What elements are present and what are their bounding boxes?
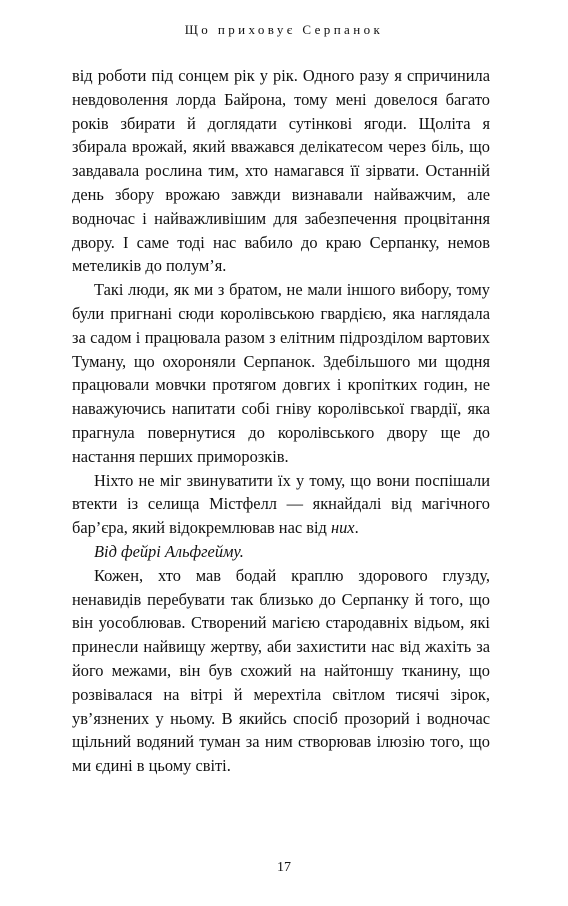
paragraph-3-end: . (354, 518, 359, 538)
paragraph-3 (72, 469, 490, 540)
page-number: 17 (277, 860, 291, 875)
paragraph-5: Кожен, хто мав бодай краплю здорового глузду, ненавидів перебувати так близько до Серпанку й того, що він уособлював. Створений магією стародавніх відьом, які принесли найвищу жертву, аби захистити нас від жахіть за його межами, він був схожий на найтоншу тканину, що розвівалася на вітрі й мерехтіла світлом тисячі зірок, ув’язнених у ньому. В якийсь спосіб прозорий і водночас щільний водяний туман за ним створював ілюзію того, що ми єдині в цьому світі. (72, 565, 490, 776)
emphasis-alfheim: Від фейрі Альфгейму. (94, 541, 244, 561)
running-header: Що приховує Серпанок (184, 22, 384, 37)
emphasis-them: них (330, 518, 355, 538)
paragraph-4 (72, 540, 490, 564)
paragraph-2: Такі люди, як ми з братом, не мали іншого вибору, тому були пригнані сюди королівською гвардією, яка наглядала за садом і працювала разом з елітним підрозділом вартових Туману, що охороняли Серпанок. Здебільшого ми щодня працювали мовчки протягом довгих і кропітких годин, не наважуючись напитати собі гніву королівської гвардії, яка прагнула повернутися до королівського двору ще до настання перших приморозків. (72, 280, 490, 466)
body-text (72, 64, 490, 778)
paragraph-3-text: Ніхто не міг звинуватити їх у тому, що вони поспішали втекти із селища Містфелл — якнайдалі від магічного бар’єра, який відокремлював нас від (72, 470, 490, 538)
paragraph-1: від роботи під сонцем рік у рік. Одного разу я спричинила невдоволення лорда Байрона, тому мені довелося багато років збирати й доглядати сутінкові ягоди. Щоліта я збирала врожай, який вважався делікатесом через біль, що завдавала рослина тим, хто намагався її зірвати. Останній день збору врожаю завжди визнавали найважчим, але водночас і найважливішим для забезпечення процвітання двору. І саме тоді нас вабило до краю Серпанку, немов метеликів до полум’я. (72, 66, 490, 276)
